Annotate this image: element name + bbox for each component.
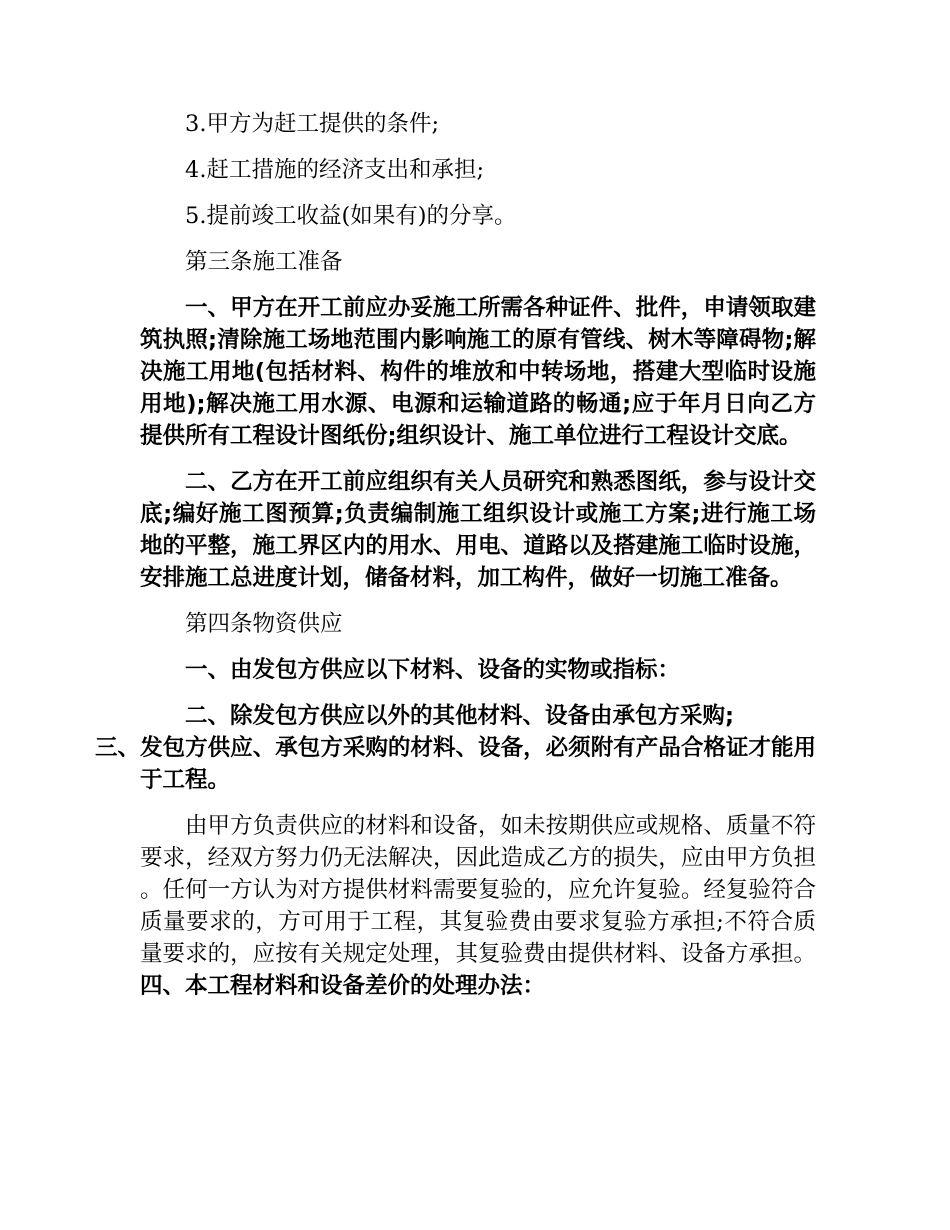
paragraph-supply-item-1: 一、由发包方供应以下材料、设备的实物或指标：: [185, 657, 681, 683]
paragraph-party-b-preparation: 二、乙方在开工前应组织有关人员研究和熟悉图纸，参与设计交底;编好施工图预算;负责编制施工组织设计或施工方案;进行施工场地的平整，施工界区内的用水、用电、道路以及搭建施工临时设施，安排施工总进度计划，储备材料，加工构件，做好一切施工准备。: [140, 469, 816, 591]
supply-item-3: 三、发包方供应、承包方采购的材料、设备，必须附有产品合格证才能用于工程。: [95, 735, 816, 793]
clause-item-4: 4.赶工措施的经济支出和承担;: [185, 157, 485, 183]
supply-item-2: 二、除发包方供应以外的其他材料、设备由承包方采购;: [185, 703, 734, 729]
paragraph-party-a-preparation: 一、甲方在开工前应办妥施工所需各种证件、批件，申请领取建筑执照;清除施工场地范围内影响施工的原有管线、树木等障碍物;解决施工用地(包括材料、构件的堆放和中转场地，搭建大型临时设施用地);解决施工用水源、电源和运输道路的畅通;应于年月日向乙方提供所有工程设计图纸份;组织设计、施工单位进行工程设计交底。: [140, 295, 816, 449]
document-body: [95, 108, 816, 1016]
supply-item-4-heading: 四、本工程材料和设备差价的处理办法：: [140, 973, 546, 999]
clause-item-3: 3.甲方为赶工提供的条件;: [185, 111, 440, 137]
section-heading-article-4: 第四条物资供应: [185, 611, 343, 637]
section-heading-article-3: 第三条施工准备: [185, 249, 343, 275]
paragraph-supply-liability: [140, 810, 816, 1002]
paragraph-supply-item-2-3: [95, 700, 816, 796]
clause-item-5: 5.提前竣工收益(如果有)的分享。: [185, 203, 517, 229]
supply-liability-text: 由甲方负责供应的材料和设备，如未按期供应或规格、质量不符要求，经双方努力仍无法解决，因此造成乙方的损失，应由甲方负担。任何一方认为对方提供材料需要复验的，应允许复验。经复验符合质量要求的，方可用于工程，其复验费由要求复验方承担;不符合质量要求的，应按有关规定处理，其复验费由提供材料、设备方承担。: [140, 813, 816, 967]
